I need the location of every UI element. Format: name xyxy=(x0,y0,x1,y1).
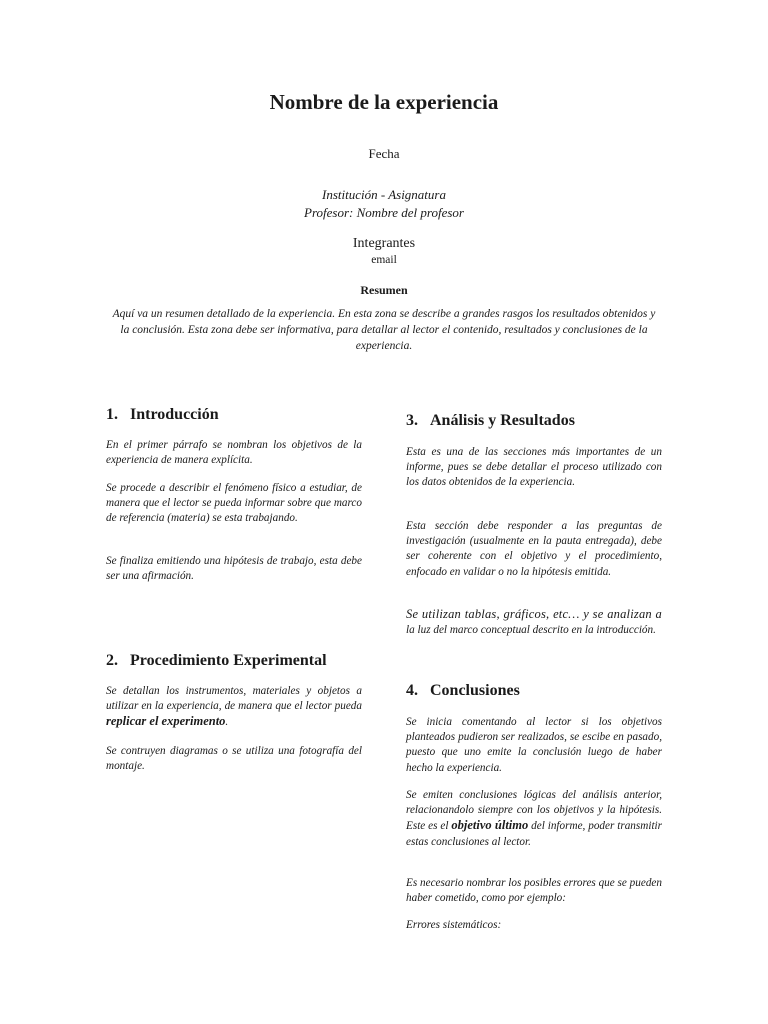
section-heading-analisis xyxy=(406,412,575,430)
members-line: Integrantes xyxy=(352,236,416,251)
abstract-text: Aquí va un resumen detallado de la experiencia. En esta zona se describe a grandes rasgos los resultados obtenidos y la conclusión. Esta zona debe ser informativa, para detallar al lector el contenido, resultados y conclusiones de la experiencia. xyxy=(112,308,656,352)
conclusions-paragraph-1: Se inicia comentando al lector si los objetivos planteados pudieron ser realizados, se escibe en pasado, puesto que uno emite la conclusión luego de haber hecho la experiencia. xyxy=(406,716,662,774)
institution-line: Institución - Asignatura xyxy=(322,187,446,202)
analysis-emphasis: Se utilizan tablas, gráficos, etc… y se analizan a xyxy=(406,607,662,621)
section-number: 2. xyxy=(106,652,118,669)
institution-block xyxy=(0,186,768,222)
section-heading-introduccion xyxy=(106,406,219,424)
procedure-emphasis: replicar el experimento xyxy=(106,714,226,729)
analysis-paragraph-1: Esta es una de las secciones más importantes de un informe, pues se debe detallar el proceso utilizado con los datos obtenidos de la experiencia. xyxy=(406,446,662,489)
section-title: Análisis y Resultados xyxy=(430,412,575,429)
procedure-text-end: . xyxy=(225,716,229,729)
conclusions-text-end: del informe, poder transmitir estas conclusiones al lector. xyxy=(406,820,663,848)
intro-paragraph-3: Se finaliza emitiendo una hipótesis de trabajo, esta debe ser una afirmación. xyxy=(106,555,362,583)
conclusions-text-start: Se emiten conclusiones lógicas del análisis anterior, relacionandolo siempre con los objetivos y la hipótesis. Este es el xyxy=(406,789,662,833)
section-title: Procedimiento Experimental xyxy=(130,652,327,669)
procedure-text-start: Se detallan los instrumentos, materiales y objetos a utilizar en la experiencia, de manera que el lector pueda xyxy=(106,685,362,713)
procedure-paragraph-1 xyxy=(106,684,362,731)
section-heading-conclusiones xyxy=(406,682,520,700)
section-title: Introducción xyxy=(130,406,219,423)
section-number: 1. xyxy=(106,406,118,423)
abstract-heading: Resumen xyxy=(360,283,408,297)
conclusions-paragraph-2 xyxy=(406,788,662,850)
procedure-paragraph-2: Se contruyen diagramas o se utiliza una fotografía del montaje. xyxy=(106,745,362,773)
document-date: Fecha xyxy=(368,146,400,161)
analysis-paragraph-2: Esta sección debe responder a las preguntas de investigación (usualmente en la pauta entregada), debe ser coherente con el objetivo y el procedimiento, enfocado en validar o no la hipótesis emitida. xyxy=(406,520,662,578)
email-line: email xyxy=(371,254,397,266)
section-number: 4. xyxy=(406,682,418,699)
section-title: Conclusiones xyxy=(430,682,520,699)
professor-line: Profesor: Nombre del profesor xyxy=(304,205,464,220)
conclusions-paragraph-3: Es necesario nombrar los posibles errores que se pueden haber cometido, como por ejemplo: xyxy=(406,877,662,905)
analysis-paragraph-3 xyxy=(406,607,662,638)
section-heading-procedimiento xyxy=(106,652,327,670)
intro-paragraph-2: Se procede a describir el fenómeno físico a estudiar, de manera que el lector se pueda informar sobre que marco de referencia (materia) se esta trabajando. xyxy=(106,482,362,525)
document-title: Nombre de la experiencia xyxy=(269,90,499,114)
analysis-text-rest: la luz del marco conceptual descrito en la introducción. xyxy=(406,624,656,637)
section-number: 3. xyxy=(406,412,418,429)
intro-paragraph-1: En el primer párrafo se nombran los objetivos de la experiencia de manera explícita. xyxy=(106,439,362,467)
conclusions-emphasis: objetivo último xyxy=(451,818,529,833)
conclusions-paragraph-4: Errores sistemáticos: xyxy=(406,919,502,931)
